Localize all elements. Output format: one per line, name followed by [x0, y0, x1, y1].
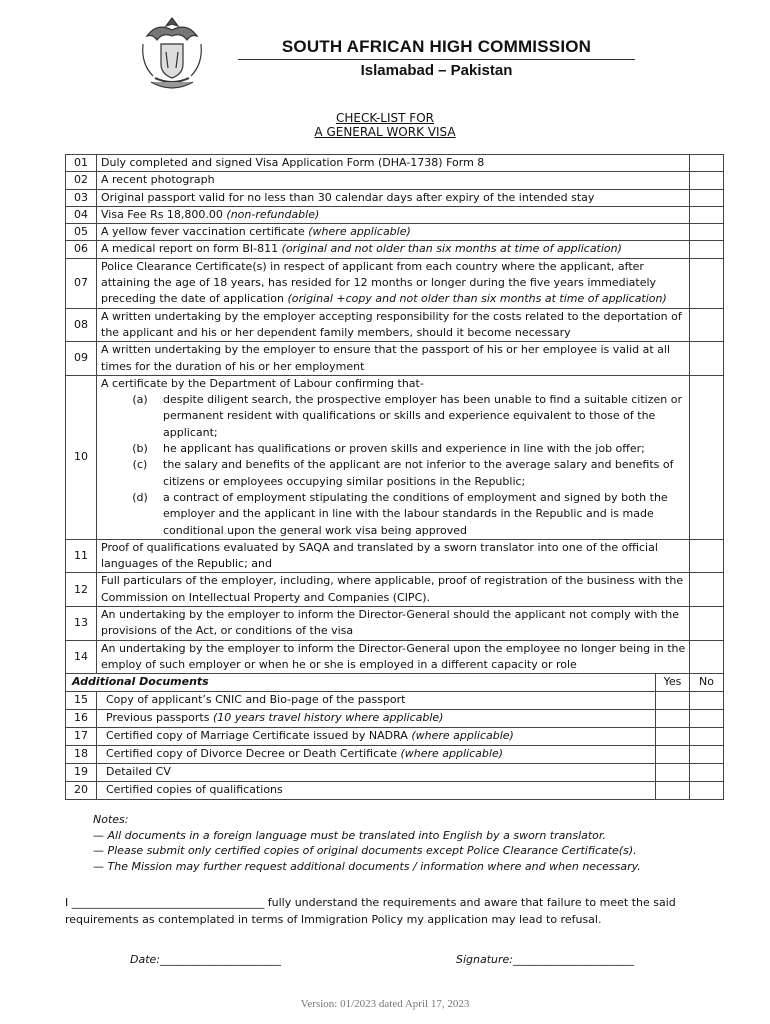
- checklist-title-line1: CHECK-LIST FOR: [336, 111, 434, 125]
- sub-item: (d) a contract of employment stipulating the conditions of employment and signed by both the employer and the applicant in line with the labour standards in the Republic and is made conditional upon the general work visa being approved: [132, 490, 668, 537]
- item-text: A yellow fever vaccination certificate (where applicable): [97, 224, 690, 241]
- table-row: [66, 342, 724, 376]
- note-line: — Please submit only certified copies of original documents except Police Clearance Certificate(s).: [93, 844, 637, 857]
- item-checkbox[interactable]: [690, 375, 724, 539]
- table-row: [66, 781, 724, 799]
- table-row: [66, 640, 724, 674]
- item-checkbox[interactable]: [690, 573, 724, 607]
- version-footer: Version: 01/2023 dated April 17, 2023: [300, 998, 470, 1010]
- no-checkbox[interactable]: [690, 691, 724, 709]
- item-number: 08: [66, 308, 97, 342]
- item-number: 18: [66, 745, 97, 763]
- yes-checkbox[interactable]: [656, 709, 690, 727]
- table-row: [66, 189, 724, 206]
- table-row: [66, 573, 724, 607]
- item-number: 07: [66, 258, 97, 308]
- coat-of-arms-icon: [137, 14, 207, 94]
- item-text: Copy of applicant’s CNIC and Bio-page of the passport: [97, 691, 656, 709]
- item-number: 09: [66, 342, 97, 376]
- item-number: 15: [66, 691, 97, 709]
- item-checkbox[interactable]: [690, 241, 724, 258]
- yes-column-header: Yes: [656, 674, 690, 691]
- table-row: [66, 308, 724, 342]
- yes-checkbox[interactable]: [656, 691, 690, 709]
- item-text: An undertaking by the employer to inform the Director-General upon the employee no longer being in the employ of such employer or when he or she is employed in a different capacity or role: [97, 640, 690, 674]
- item-text: Certified copies of qualifications: [97, 781, 656, 799]
- signature-field[interactable]: Signature:______________________: [456, 953, 635, 966]
- item-checkbox[interactable]: [690, 206, 724, 223]
- table-row: [66, 375, 724, 539]
- item-text: A certificate by the Department of Labour confirming that- (a) despite diligent search, the prospective employer has been unable to find a suitable citizen or permanent resident with qualifications or skills and experience equivalent to those of the applicant; (b) he applicant has qualifications or proven skills and experience in line with the job offer; (c) the salary and benefits of the applicant are not inferior to the average salary and benefits of citizens or employees occupying similar positions in the Republic; (d) a contract of employment stipulating the conditions of employment and signed by both the employer and the applicant in line with the labour standards in the Republic and is made conditional upon the general work visa being approved: [97, 375, 690, 539]
- yes-checkbox[interactable]: [656, 727, 690, 745]
- yes-checkbox[interactable]: [656, 781, 690, 799]
- item-text: An undertaking by the employer to inform the Director-General should the applicant not comply with the provisions of the Act, or conditions of the visa: [97, 607, 690, 641]
- declaration-text: I ___________________________________ fully understand the requirements and aware that failure to meet the said requirements as contemplated in terms of Immigration Policy my application may lead to refusal.: [65, 896, 676, 926]
- item-checkbox[interactable]: [690, 607, 724, 641]
- item-text: Proof of qualifications evaluated by SAQA and translated by a sworn translator into one of the official languages of the Republic; and: [97, 539, 690, 573]
- item-text: Certified copy of Marriage Certificate issued by NADRA (where applicable): [97, 727, 656, 745]
- item-text: Visa Fee Rs 18,800.00 (non-refundable): [97, 206, 690, 223]
- header-rule: [238, 59, 635, 60]
- item-number: 11: [66, 539, 97, 573]
- item-number: 19: [66, 763, 97, 781]
- item-checkbox[interactable]: [690, 258, 724, 308]
- table-row: [66, 607, 724, 641]
- checklist-table: [65, 154, 724, 800]
- item-text: A recent photograph: [97, 172, 690, 189]
- item-number: 14: [66, 640, 97, 674]
- item-text: Detailed CV: [97, 763, 656, 781]
- table-row: [66, 763, 724, 781]
- item-number: 03: [66, 189, 97, 206]
- item-number: 01: [66, 155, 97, 172]
- table-row: [66, 691, 724, 709]
- item-number: 05: [66, 224, 97, 241]
- item-text: Previous passports (10 years travel history where applicable): [97, 709, 656, 727]
- table-row: [66, 224, 724, 241]
- additional-documents-header: [66, 674, 724, 691]
- item-text: Police Clearance Certificate(s) in respect of applicant from each country where the applicant, after attaining the age of 18 years, has resided for 12 months or longer during the five years immediately preceding the date of application (original +copy and not older than six months at time of application): [97, 258, 690, 308]
- high-commission-title: SOUTH AFRICAN HIGH COMMISSION: [281, 37, 592, 56]
- item-number: 12: [66, 573, 97, 607]
- item-text: Duly completed and signed Visa Application Form (DHA-1738) Form 8: [97, 155, 690, 172]
- table-row: [66, 745, 724, 763]
- no-checkbox[interactable]: [690, 745, 724, 763]
- item-text: Original passport valid for no less than 30 calendar days after expiry of the intended stay: [97, 189, 690, 206]
- no-checkbox[interactable]: [690, 763, 724, 781]
- item-text: Full particulars of the employer, including, where applicable, proof of registration of the business with the Commission on Intellectual Property and Companies (CIPC).: [97, 573, 690, 607]
- item-checkbox[interactable]: [690, 172, 724, 189]
- no-checkbox[interactable]: [690, 727, 724, 745]
- table-row: [66, 155, 724, 172]
- date-field[interactable]: Date:______________________: [130, 953, 281, 966]
- item-checkbox[interactable]: [690, 189, 724, 206]
- item-number: 10: [66, 375, 97, 539]
- no-checkbox[interactable]: [690, 709, 724, 727]
- table-row: [66, 241, 724, 258]
- item-text: A written undertaking by the employer accepting responsibility for the costs related to the deportation of the applicant and his or her dependent family members, should it become necessary: [97, 308, 690, 342]
- checklist-title-line2: A GENERAL WORK VISA: [314, 125, 456, 139]
- item-number: 17: [66, 727, 97, 745]
- item-text: A medical report on form BI-811 (original and not older than six months at time of application): [97, 241, 690, 258]
- item-checkbox[interactable]: [690, 342, 724, 376]
- item-text: Certified copy of Divorce Decree or Death Certificate (where applicable): [97, 745, 656, 763]
- table-row: [66, 709, 724, 727]
- no-column-header: No: [690, 674, 724, 691]
- notes-heading: Notes:: [93, 813, 129, 826]
- item-number: 20: [66, 781, 97, 799]
- item-checkbox[interactable]: [690, 155, 724, 172]
- mission-location: Islamabad – Pakistan: [360, 62, 513, 79]
- item-number: 13: [66, 607, 97, 641]
- table-row: [66, 539, 724, 573]
- sub-item: (a) despite diligent search, the prospective employer has been unable to find a suitable citizen or permanent resident with qualifications or skills and experience equivalent to those of the applicant;: [132, 393, 682, 439]
- note-line: — All documents in a foreign language must be translated into English by a sworn translator.: [93, 828, 606, 842]
- notes-section: [93, 812, 641, 874]
- table-row: [66, 206, 724, 223]
- item-number: 06: [66, 241, 97, 258]
- no-checkbox[interactable]: [690, 781, 724, 799]
- item-number: 02: [66, 172, 97, 189]
- sub-item: (c) the salary and benefits of the applicant are not inferior to the average salary and benefits of citizens or employees occupying similar positions in the Republic;: [132, 458, 674, 488]
- table-row: [66, 727, 724, 745]
- yes-checkbox[interactable]: [656, 745, 690, 763]
- item-checkbox[interactable]: [690, 640, 724, 674]
- item-checkbox[interactable]: [690, 224, 724, 241]
- item-number: 16: [66, 709, 97, 727]
- yes-checkbox[interactable]: [656, 763, 690, 781]
- item-number: 04: [66, 206, 97, 223]
- item-checkbox[interactable]: [690, 539, 724, 573]
- sub-item: (b) he applicant has qualifications or proven skills and experience in line with the job offer;: [132, 442, 645, 456]
- item-text: A written undertaking by the employer to ensure that the passport of his or her employee is valid at all times for the duration of his or her employment: [97, 342, 690, 376]
- table-row: [66, 258, 724, 308]
- table-row: [66, 172, 724, 189]
- note-line: — The Mission may further request additional documents / information where and when necessary.: [93, 859, 641, 873]
- item-checkbox[interactable]: [690, 308, 724, 342]
- additional-documents-heading: Additional Documents: [66, 674, 656, 691]
